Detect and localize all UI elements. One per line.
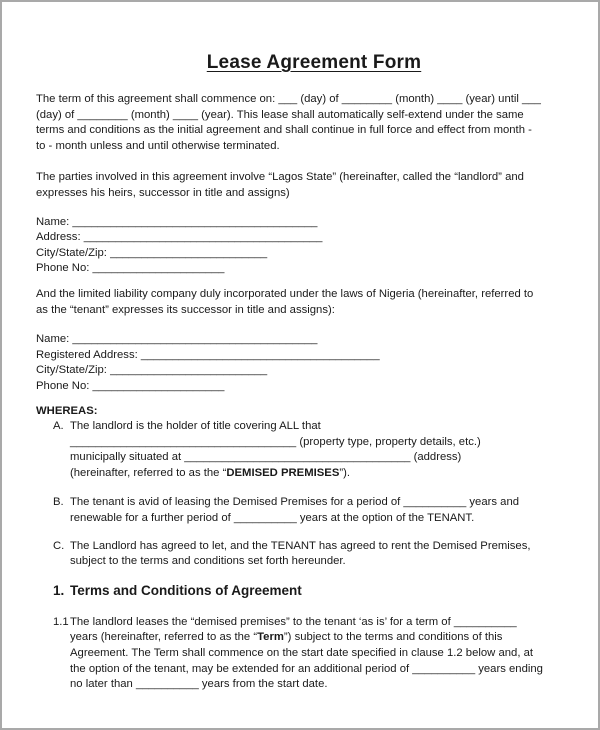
text-segment: ”). (339, 466, 351, 479)
section-1-number: 1. (53, 582, 65, 598)
intro-paragraph (36, 92, 592, 154)
text-line: (day) of ________ (month) ____ (year). This lease shall automatically self-extend under the same (36, 108, 524, 121)
section-1-heading-text: Terms and Conditions of Agreement (70, 582, 302, 598)
text-line: And the limited liability company duly incorporated under the laws of Nigeria (hereinafter, referred to (36, 287, 534, 300)
landlord-fields-block (36, 215, 592, 277)
text-line: The Landlord has agreed to let, and the TENANT has agreed to rent the Demised Premises, (70, 539, 531, 552)
clause-1-1-marker: 1.1 (53, 615, 69, 628)
text-line: The term of this agreement shall commence on: ___ (day) of ________ (month) ____ (year) until ___ (36, 93, 541, 105)
field-line-registered-address: Registered Address: ______________________________________ (36, 348, 380, 361)
text-line: as the “tenant” expresses its successor in title and assigns): (36, 303, 335, 316)
whereas-item-b (36, 495, 592, 526)
text-line: ____________________________________ (property type, property details, etc.) (70, 435, 481, 448)
clause-1-1 (36, 615, 592, 693)
document-title: Lease Agreement Form (206, 52, 422, 73)
field-line-name: Name: _______________________________________ (36, 333, 318, 346)
field-line-address: Address: ______________________________________ (36, 231, 323, 244)
text-line (70, 630, 592, 646)
field-line-name: Name: _______________________________________ (36, 215, 318, 228)
tenant-fields-block (36, 332, 592, 394)
whereas-label: WHEREAS: (36, 404, 98, 417)
field-line-phone: Phone No: _____________________ (36, 379, 225, 392)
text-line: expresses his heirs, successor in title and assigns) (36, 186, 290, 199)
text-line: The parties involved in this agreement involve “Lagos State” (hereinafter, called the “landlord” and (36, 171, 524, 184)
text-line: terms and conditions as the initial agreement and shall continue in full force and effect from month - (36, 124, 532, 137)
text-line: Agreement. The Term shall commence on the start date specified in clause 1.2 below and, at (70, 647, 534, 660)
text-line: subject to the terms and conditions set forth hereunder. (70, 555, 346, 568)
field-line-city-state-zip: City/State/Zip: _________________________ (36, 364, 268, 377)
text-line (70, 466, 592, 482)
whereas-section (36, 404, 592, 570)
section-1-heading (36, 582, 592, 600)
text-line: no later than __________ years from the start date. (70, 678, 328, 691)
text-segment: years (hereinafter, referred to as the “ (70, 631, 258, 644)
demised-premises-bold-text: DEMISED PREMISES (226, 466, 340, 479)
tenant-intro-paragraph (36, 287, 592, 318)
text-segment: ”) subject to the terms and conditions of this (283, 631, 503, 644)
list-marker-b: B. (53, 496, 64, 509)
parties-paragraph (36, 170, 592, 201)
text-line: The tenant is avid of leasing the Demised Premises for a period of __________ years and (70, 496, 520, 509)
whereas-item-c (36, 539, 592, 570)
text-line: The landlord is the holder of title covering ALL that (70, 420, 321, 433)
term-bold-text: Term (257, 631, 284, 644)
text-line: The landlord leases the “demised premises” to the tenant ‘as is’ for a term of __________ (70, 615, 517, 628)
text-line: municipally situated at ____________________________________ (address) (70, 451, 462, 464)
whereas-item-a (36, 419, 592, 481)
text-line: to - month unless and until otherwise terminated. (36, 139, 280, 152)
text-line: the option of the tenant, may be extended for an additional period of __________ years ending (70, 662, 543, 675)
field-line-phone: Phone No: _____________________ (36, 262, 225, 275)
field-line-city-state-zip: City/State/Zip: _________________________ (36, 246, 268, 259)
text-line: renewable for a further period of __________ years at the option of the TENANT. (70, 512, 475, 525)
list-marker-c: C. (53, 539, 65, 552)
list-marker-a: A. (53, 420, 64, 433)
text-segment: (hereinafter, referred to as the “ (70, 466, 227, 479)
